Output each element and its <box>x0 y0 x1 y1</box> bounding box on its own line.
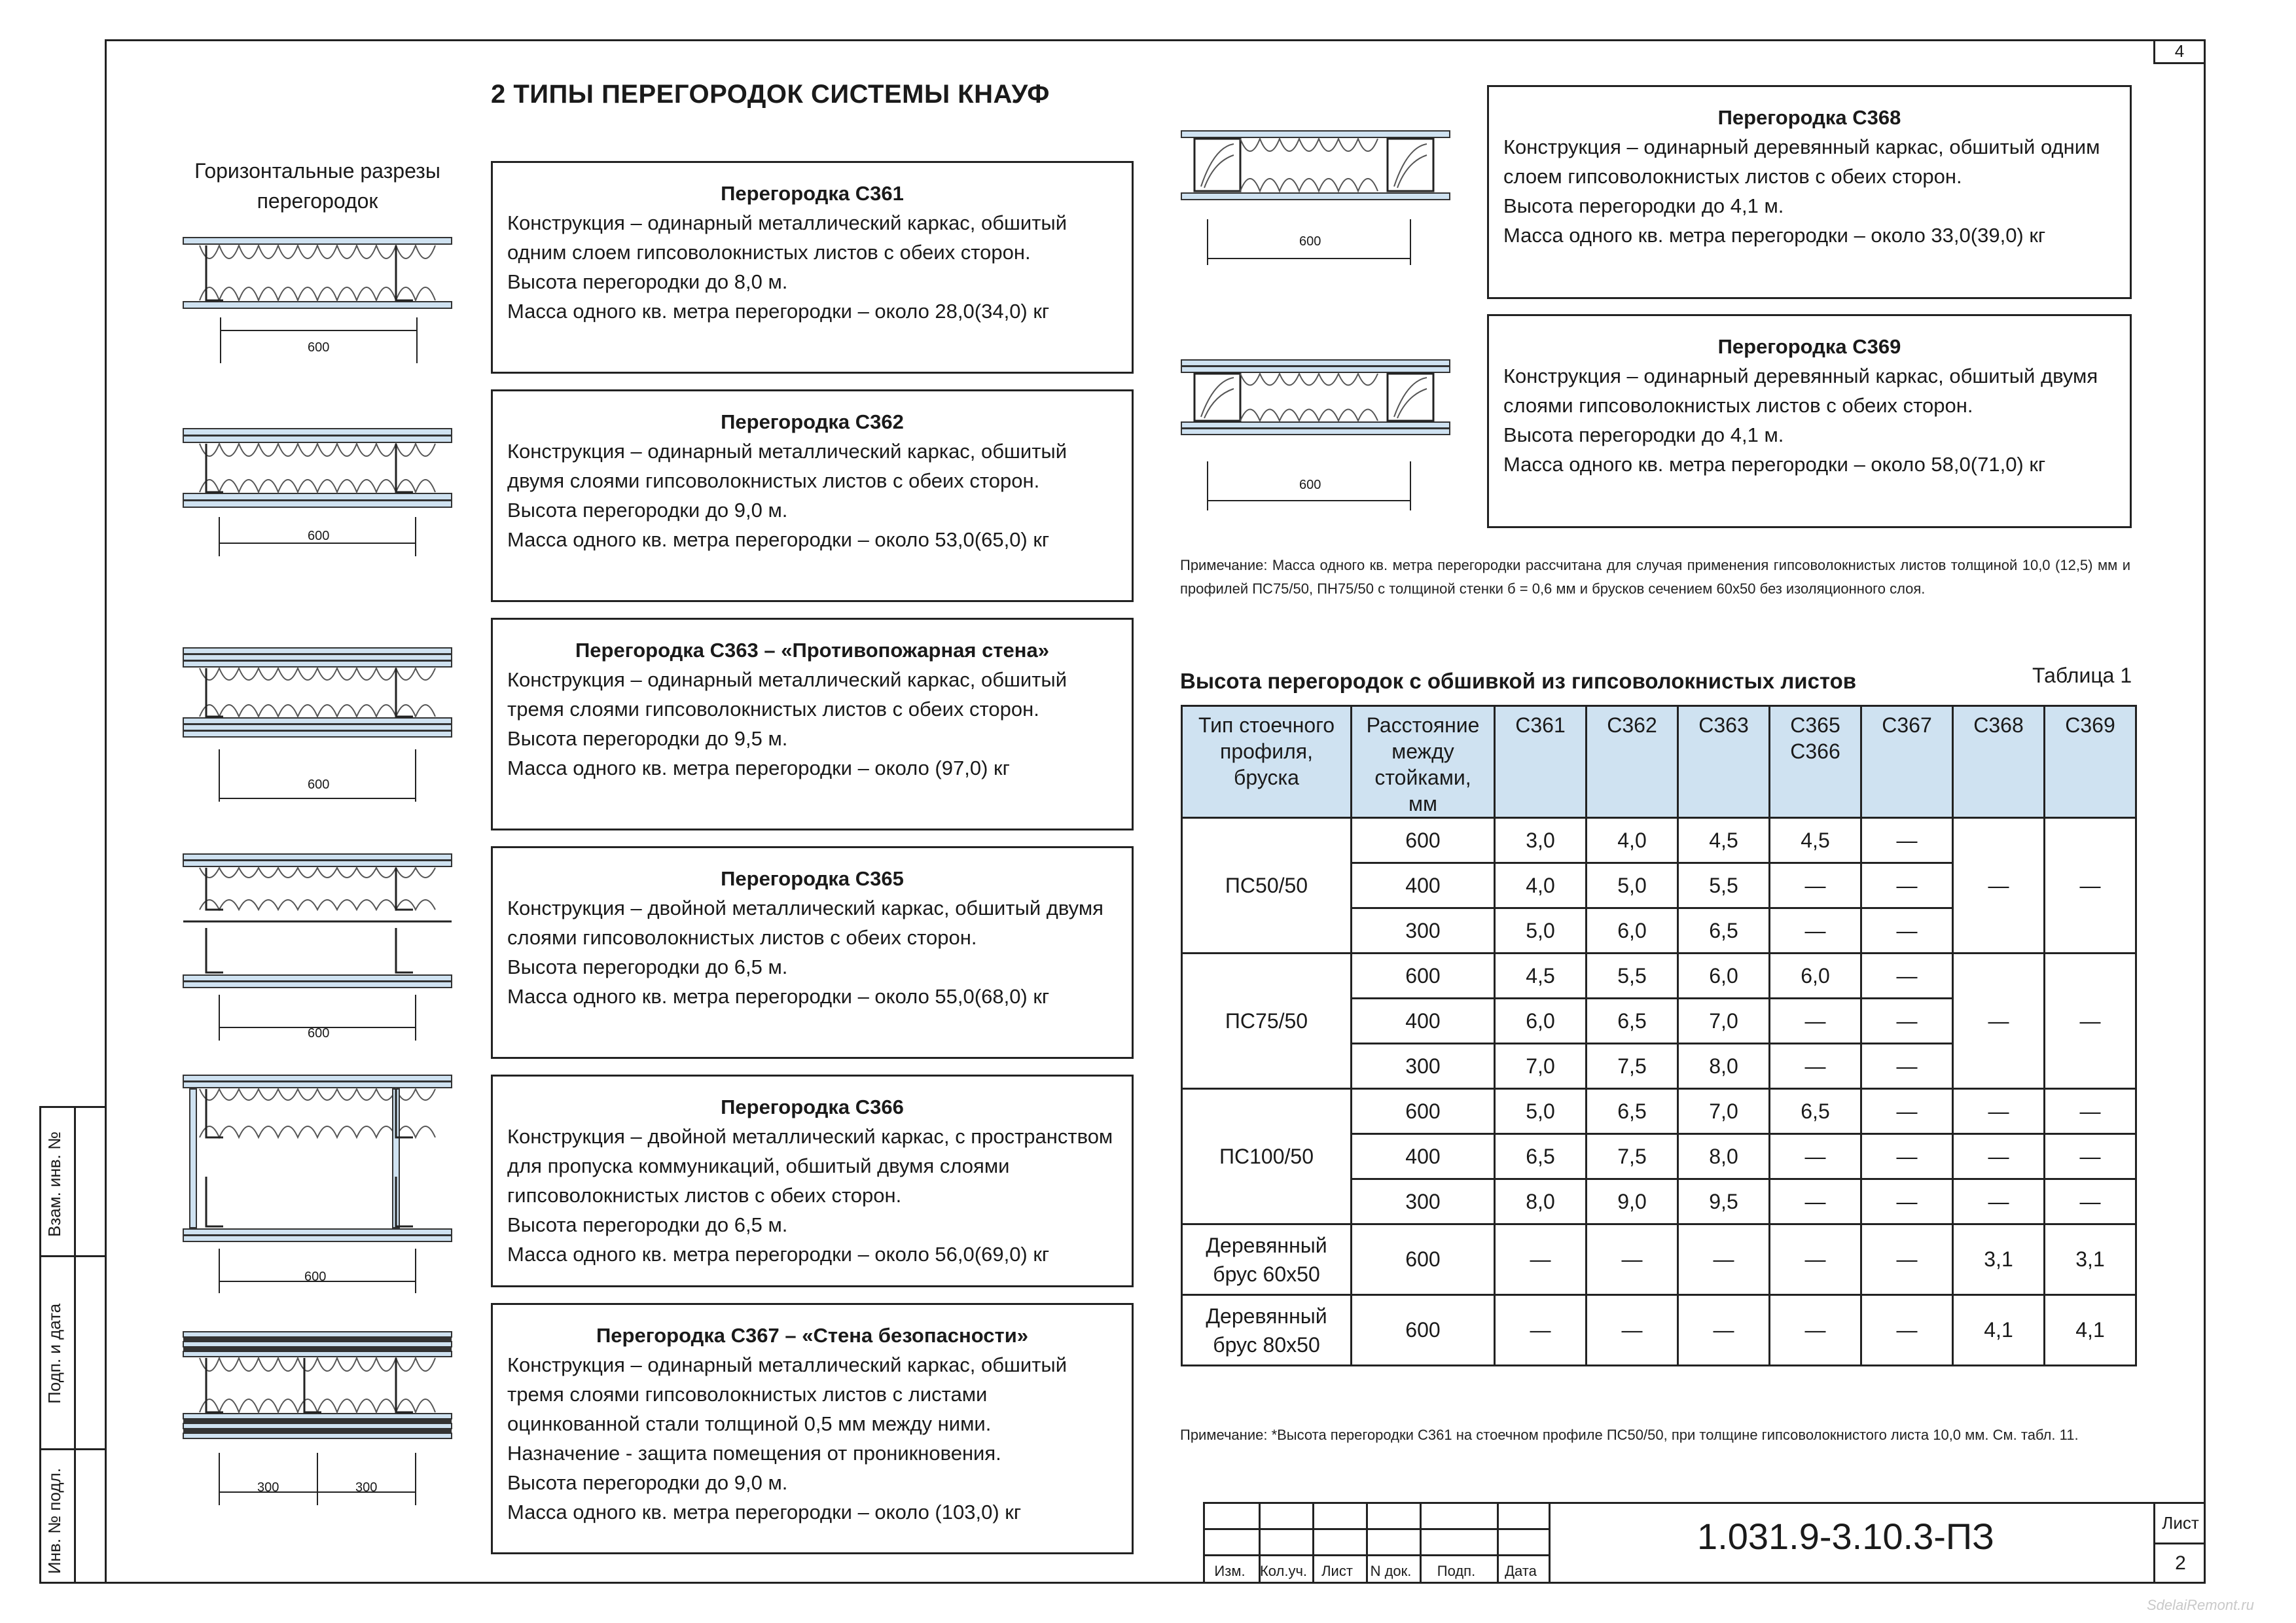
partition-c361-box <box>491 161 1134 374</box>
table-row <box>1182 954 2136 999</box>
value-cell: 5,5 <box>1587 954 1678 999</box>
value-cell: 6,5 <box>1678 908 1770 954</box>
value-cell: 4,1 <box>2045 1295 2136 1366</box>
value-cell: 6,0 <box>1587 908 1678 954</box>
value-cell: 9,0 <box>1587 1179 1678 1224</box>
spacing-cell: 600 <box>1352 1224 1495 1295</box>
header-c365-c366: С365 С366 <box>1770 706 1861 818</box>
table-row <box>1182 818 2136 863</box>
spacing-cell: 600 <box>1352 1089 1495 1134</box>
partition-c363-box <box>491 618 1134 830</box>
partition-height: Высота перегородки до 9,0 м. <box>507 499 788 522</box>
header-c363: С363 <box>1678 706 1770 818</box>
table-row <box>1182 1089 2136 1134</box>
corner-sheet-number: 4 <box>2153 39 2206 64</box>
table-row <box>1182 1224 2136 1295</box>
partition-c368-box <box>1487 85 2132 299</box>
value-cell: — <box>1861 908 1953 954</box>
partition-height: Высота перегородки до 4,1 м. <box>1503 423 1784 446</box>
value-cell: — <box>1678 1295 1770 1366</box>
dimension-label: 600 <box>308 340 330 355</box>
partition-construction: Конструкция – одинарный металлический каркас, обшитый двумя слоями гипсоволокнистых листов с обеих сторон. <box>507 440 1067 492</box>
dimension-label: 600 <box>304 1270 327 1284</box>
spacing-cell: 300 <box>1352 1044 1495 1089</box>
value-cell: — <box>1953 1089 2045 1134</box>
value-cell: 6,0 <box>1678 954 1770 999</box>
value-cell: — <box>1861 1179 1953 1224</box>
value-cell: 8,0 <box>1678 1134 1770 1179</box>
document-code: 1.031.9-3.10.3-ПЗ <box>1697 1516 1994 1557</box>
dimension-label: 300 <box>355 1480 378 1495</box>
value-cell: — <box>1770 908 1861 954</box>
partition-c366-box <box>491 1075 1134 1287</box>
section-drawing-c366 <box>180 1072 455 1294</box>
titleblock-col-doc: N док. <box>1370 1563 1412 1579</box>
replacement-inv-label: Взам. инв. № <box>45 1131 64 1237</box>
value-cell: — <box>1770 999 1861 1044</box>
value-cell: — <box>1587 1224 1678 1295</box>
table-row <box>1182 1295 2136 1366</box>
partition-construction: Конструкция – двойной металлический каркас, обшитый двумя слоями гипсоволокнистых листов с обеих сторон. <box>507 897 1103 949</box>
section-drawing-c365 <box>180 851 455 1047</box>
value-cell: — <box>1861 863 1953 908</box>
spacing-cell: 600 <box>1352 1295 1495 1366</box>
value-cell: 4,5 <box>1678 818 1770 863</box>
value-cell: 6,5 <box>1495 1134 1587 1179</box>
value-cell: 5,0 <box>1495 908 1587 954</box>
value-cell: — <box>1495 1224 1587 1295</box>
dimension-label: 600 <box>308 529 330 543</box>
value-cell: — <box>1861 1134 1953 1179</box>
value-cell: — <box>1770 1134 1861 1179</box>
spacing-cell: 600 <box>1352 954 1495 999</box>
profile-cell: Деревянный брус 60х50 <box>1182 1224 1352 1295</box>
value-cell: 4,5 <box>1770 818 1861 863</box>
value-cell: — <box>1678 1224 1770 1295</box>
value-cell: — <box>2045 818 2136 954</box>
spacing-cell: 400 <box>1352 999 1495 1044</box>
partition-construction: Конструкция – одинарный металлический каркас, обшитый одним слоем гипсоволокнистых листов с обеих сторон. <box>507 211 1067 264</box>
dimension-label: 600 <box>1299 234 1321 249</box>
value-cell: 4,0 <box>1495 863 1587 908</box>
partition-construction: Конструкция – одинарный металлический каркас, обшитый тремя слоями гипсоволокнистых листов с листами оцинкованной стали толщиной 0,5 мм между ними. <box>507 1353 1067 1435</box>
titleblock-col-count: Кол.уч. <box>1259 1563 1308 1579</box>
signature-date-label: Подп. и дата <box>45 1303 64 1404</box>
header-profile: Тип стоечного профиля, бруска <box>1182 706 1352 818</box>
partition-height: Высота перегородки до 9,0 м. <box>507 1471 788 1494</box>
partition-c369-box <box>1487 314 2132 528</box>
value-cell: 3,0 <box>1495 818 1587 863</box>
spacing-cell: 400 <box>1352 863 1495 908</box>
value-cell: — <box>1770 1224 1861 1295</box>
partition-mass: Масса одного кв. метра перегородки – около 53,0(65,0) кг <box>507 528 1050 551</box>
value-cell: — <box>1861 1044 1953 1089</box>
value-cell: 6,5 <box>1587 999 1678 1044</box>
value-cell: 8,0 <box>1678 1044 1770 1089</box>
partition-height: Высота перегородки до 6,5 м. <box>507 1213 788 1236</box>
partition-c367-box <box>491 1303 1134 1554</box>
value-cell: — <box>2045 1089 2136 1134</box>
partition-mass: Масса одного кв. метра перегородки – около 58,0(71,0) кг <box>1503 453 2046 476</box>
partition-height: Высота перегородки до 4,1 м. <box>1503 194 1784 217</box>
value-cell: — <box>1495 1295 1587 1366</box>
partition-title: Перегородка С367 – «Стена безопасности» <box>596 1324 1028 1347</box>
value-cell: 5,0 <box>1587 863 1678 908</box>
profile-cell: ПС100/50 <box>1182 1089 1352 1224</box>
dimension-label: 600 <box>308 1026 330 1041</box>
value-cell: 4,0 <box>1587 818 1678 863</box>
value-cell: — <box>1953 818 2045 954</box>
partition-height: Высота перегородки до 8,0 м. <box>507 270 788 293</box>
header-c368: С368 <box>1953 706 2045 818</box>
value-cell: — <box>1770 1295 1861 1366</box>
partition-mass: Масса одного кв. метра перегородки – около 28,0(34,0) кг <box>507 300 1050 323</box>
partition-construction: Конструкция – одинарный деревянный каркас, обшитый двумя слоями гипсоволокнистых листов с обеих сторон. <box>1503 365 2098 417</box>
value-cell: — <box>1861 1224 1953 1295</box>
partition-construction: Конструкция – двойной металлический каркас, с пространством для пропуска коммуникаций, обшитый двумя слоями гипсоволокнистых листов с обеих сторон. <box>507 1125 1113 1207</box>
value-cell: 5,5 <box>1678 863 1770 908</box>
value-cell: — <box>1953 1134 2045 1179</box>
page-title: 2 ТИПЫ ПЕРЕГОРОДОК СИСТЕМЫ КНАУФ <box>491 80 1050 109</box>
section-drawing-c362 <box>180 425 455 569</box>
dimension-label: 600 <box>308 777 330 792</box>
partition-mass: Масса одного кв. метра перегородки – около 56,0(69,0) кг <box>507 1243 1050 1266</box>
value-cell: — <box>1861 954 1953 999</box>
value-cell: — <box>1770 1044 1861 1089</box>
table-header-row <box>1182 706 2136 818</box>
value-cell: 7,5 <box>1587 1134 1678 1179</box>
header-c369: С369 <box>2045 706 2136 818</box>
value-cell: — <box>1861 1295 1953 1366</box>
partition-title: Перегородка С368 <box>1717 106 1901 129</box>
partition-title: Перегородка С366 <box>721 1096 904 1118</box>
value-cell: 4,1 <box>1953 1295 2045 1366</box>
profile-cell: ПС75/50 <box>1182 954 1352 1089</box>
mass-note: Примечание: Масса одного кв. метра перегородки рассчитана для случая применения гипсоволокнистых листов толщиной 10,0 (12,5) мм и профилей ПС75/50, ПН75/50 с толщиной стенки б = 0,6 мм и брусков сечением 60х50 без изоляционного слоя. <box>1180 557 2130 597</box>
value-cell: — <box>1953 954 2045 1089</box>
partition-mass: Масса одного кв. метра перегородки – около 55,0(68,0) кг <box>507 985 1050 1008</box>
dimension-label: 300 <box>257 1480 279 1495</box>
value-cell: 4,5 <box>1495 954 1587 999</box>
partition-title: Перегородка С361 <box>721 182 904 205</box>
value-cell: — <box>2045 1179 2136 1224</box>
partition-c362-box <box>491 389 1134 602</box>
sections-label: Горизонтальные разрезы перегородок <box>194 159 440 213</box>
watermark: SdelaiRemont.ru <box>2147 1597 2254 1613</box>
value-cell: 5,0 <box>1495 1089 1587 1134</box>
spacing-cell: 400 <box>1352 1134 1495 1179</box>
section-drawing-c368 <box>1178 128 1453 272</box>
partition-title: Перегородка С365 <box>721 867 904 890</box>
profile-cell: ПС50/50 <box>1182 818 1352 954</box>
value-cell: — <box>1861 999 1953 1044</box>
partition-height: Высота перегородки до 6,5 м. <box>507 955 788 978</box>
partition-purpose: Назначение - защита помещения от проникновения. <box>507 1442 1001 1465</box>
titleblock-col-change: Изм. <box>1214 1563 1246 1579</box>
table-title: Высота перегородок с обшивкой из гипсоволокнистых листов <box>1180 669 1857 693</box>
titleblock-col-signature: Подп. <box>1437 1563 1476 1579</box>
section-drawing-c367 <box>180 1329 455 1512</box>
value-cell: 7,5 <box>1587 1044 1678 1089</box>
value-cell: 6,5 <box>1770 1089 1861 1134</box>
spacing-cell: 300 <box>1352 1179 1495 1224</box>
heights-table <box>1181 705 2137 1366</box>
header-c367: С367 <box>1861 706 1953 818</box>
partition-construction: Конструкция – одинарный деревянный каркас, обшитый одним слоем гипсоволокнистых листов с обеих сторон. <box>1503 135 2100 188</box>
value-cell: — <box>2045 954 2136 1089</box>
value-cell: — <box>1587 1295 1678 1366</box>
header-spacing: Расстояние между стойками, мм <box>1352 706 1495 818</box>
partition-mass: Масса одного кв. метра перегородки – около (97,0) кг <box>507 757 1010 779</box>
sheet-label: Лист <box>2162 1513 2199 1533</box>
value-cell: 6,5 <box>1587 1089 1678 1134</box>
partition-c365-box <box>491 846 1134 1059</box>
value-cell: 7,0 <box>1495 1044 1587 1089</box>
titleblock-col-sheet: Лист <box>1321 1563 1353 1579</box>
value-cell: 6,0 <box>1770 954 1861 999</box>
value-cell: — <box>2045 1134 2136 1179</box>
partition-mass: Масса одного кв. метра перегородки – около 33,0(39,0) кг <box>1503 224 2046 247</box>
value-cell: — <box>1861 818 1953 863</box>
value-cell: 6,0 <box>1495 999 1587 1044</box>
value-cell: 8,0 <box>1495 1179 1587 1224</box>
partition-title: Перегородка С362 <box>721 410 904 433</box>
value-cell: 7,0 <box>1678 999 1770 1044</box>
spacing-cell: 300 <box>1352 908 1495 954</box>
partition-title: Перегородка С363 – «Противопожарная стена» <box>575 639 1049 662</box>
value-cell: 3,1 <box>1953 1224 2045 1295</box>
value-cell: 9,5 <box>1678 1179 1770 1224</box>
value-cell: — <box>1953 1179 2045 1224</box>
spacing-cell: 600 <box>1352 818 1495 863</box>
value-cell: — <box>1770 1179 1861 1224</box>
value-cell: — <box>1770 863 1861 908</box>
header-c362: С362 <box>1587 706 1678 818</box>
dimension-label: 600 <box>1299 478 1321 492</box>
value-cell: 7,0 <box>1678 1089 1770 1134</box>
table-number: Таблица 1 <box>2032 664 2132 687</box>
table-footnote: Примечание: *Высота перегородки С361 на стоечном профиле ПС50/50, при толщине гипсоволокнистого листа 10,0 мм. См. табл. 11. <box>1180 1427 2079 1443</box>
partition-title: Перегородка С369 <box>1717 335 1901 358</box>
profile-cell: Деревянный брус 80х50 <box>1182 1295 1352 1366</box>
value-cell: — <box>1861 1089 1953 1134</box>
partition-mass: Масса одного кв. метра перегородки – около (103,0) кг <box>507 1501 1022 1524</box>
value-cell: 3,1 <box>2045 1224 2136 1295</box>
partition-height: Высота перегородки до 9,5 м. <box>507 727 788 750</box>
titleblock-col-date: Дата <box>1505 1563 1537 1579</box>
header-c361: С361 <box>1495 706 1587 818</box>
sheet-value: 2 <box>2175 1552 2186 1574</box>
original-inv-label: Инв. № подл. <box>45 1468 64 1574</box>
partition-construction: Конструкция – одинарный металлический каркас, обшитый тремя слоями гипсоволокнистых листов с обеих сторон. <box>507 668 1067 721</box>
